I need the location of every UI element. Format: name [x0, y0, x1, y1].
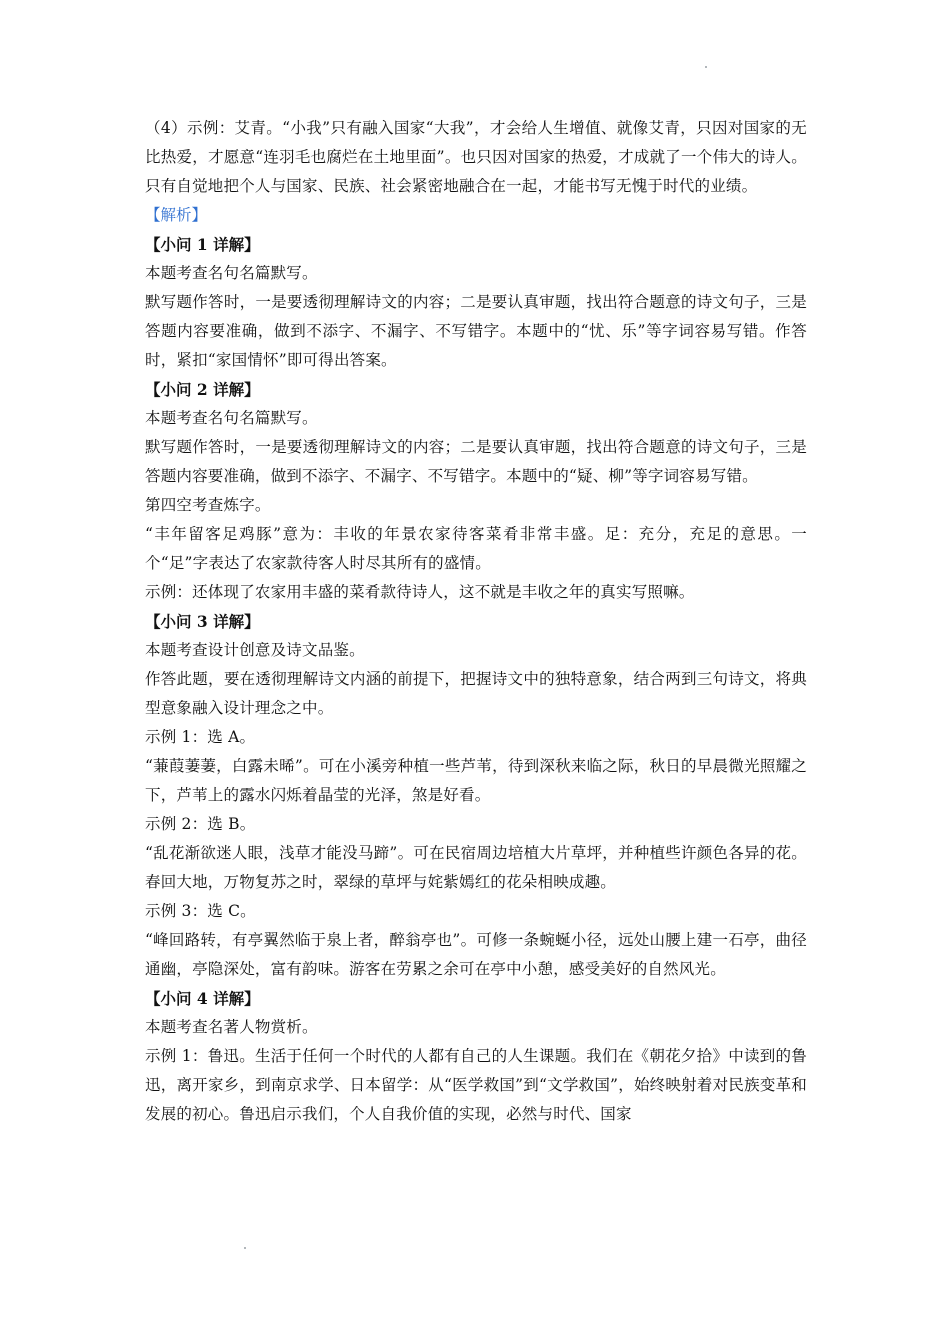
q4-example-1: 示例 1：鲁迅。生活于任何一个时代的人都有自己的人生课题。我们在《朝花夕拾》中读到的鲁迅，离开家乡，到南京求学、日本留学：从“医学救国”到“文学救国”，始终映射着对民族变革和发展的初心。鲁迅启示我们，个人自我价值的实现，必然与时代、国家	[145, 1047, 807, 1123]
scan-dot-bottom	[244, 1247, 246, 1249]
document-body	[145, 114, 807, 1129]
scan-dot-top	[705, 66, 707, 68]
q3-topic: 本题考查设计创意及诗文品鉴。	[145, 641, 365, 659]
q3-example-1-text: “蒹葭萋萋，白露未晞”。可在小溪旁种植一些芦苇，待到深秋来临之际，秋日的早晨微光照耀之下，芦苇上的露水闪烁着晶莹的光泽，煞是好看。	[145, 757, 807, 804]
q2-example: 示例：还体现了农家用丰盛的菜肴款待诗人，这不就是丰收之年的真实写照嘛。	[145, 583, 695, 601]
q2-topic: 本题考查名句名篇默写。	[145, 409, 318, 427]
q3-heading: 【小问 3 详解】	[145, 612, 260, 631]
q1-explanation: 默写题作答时，一是要透彻理解诗文的内容；二是要认真审题，找出符合题意的诗文句子，三是答题内容要准确，做到不添字、不漏字、不写错字。本题中的“忧、乐”等字词容易写错。作答时，紧扣“家国情怀”即可得出答案。	[145, 293, 807, 369]
q2-heading: 【小问 2 详解】	[145, 380, 260, 399]
q3-example-1-label: 示例 1：选 A。	[145, 728, 256, 746]
q2-fourth-blank: 第四空考查炼字。	[145, 496, 271, 514]
q2-explanation: 默写题作答时，一是要透彻理解诗文的内容；二是要认真审题，找出符合题意的诗文句子，三是答题内容要准确，做到不添字、不漏字、不写错字。本题中的“疑、柳”等字词容易写错。	[145, 438, 807, 485]
q3-example-3-label: 示例 3：选 C。	[145, 902, 256, 920]
q1-topic: 本题考查名句名篇默写。	[145, 264, 318, 282]
answer-example-4: （4）示例：艾青。“小我”只有融入国家“大我”，才会给人生增值、就像艾青，只因对国家的无比热爱，才愿意“连羽毛也腐烂在土地里面”。也只因对国家的热爱，才成就了一个伟大的诗人。只有自觉地把个人与国家、民族、社会紧密地融合在一起，才能书写无愧于时代的业绩。	[145, 119, 807, 195]
q3-method: 作答此题，要在透彻理解诗文内涵的前提下，把握诗文中的独特意象，结合两到三句诗文，将典型意象融入设计理念之中。	[145, 670, 807, 717]
q3-example-3-text: “峰回路转，有亭翼然临于泉上者，醉翁亭也”。可修一条蜿蜒小径，远处山腰上建一石亭，曲径通幽，亭隐深处，富有韵味。游客在劳累之余可在亭中小憩，感受美好的自然风光。	[145, 931, 807, 978]
q1-heading: 【小问 1 详解】	[145, 235, 260, 254]
q3-example-2-text: “乱花渐欲迷人眼，浅草才能没马蹄”。可在民宿周边培植大片草坪，并种植些许颜色各异的花。春回大地，万物复苏之时，翠绿的草坪与姹紫嫣红的花朵相映成趣。	[145, 844, 807, 891]
q4-heading: 【小问 4 详解】	[145, 989, 260, 1008]
q2-poem-meaning: “丰年留客足鸡豚”意为：丰收的年景农家待客菜肴非常丰盛。足：充分，充足的意思。一个“足”字表达了农家款待客人时尽其所有的盛情。	[145, 525, 807, 572]
q4-topic: 本题考查名著人物赏析。	[145, 1018, 318, 1036]
q3-example-2-label: 示例 2：选 B。	[145, 815, 256, 833]
analysis-label: 【解析】	[145, 206, 208, 224]
